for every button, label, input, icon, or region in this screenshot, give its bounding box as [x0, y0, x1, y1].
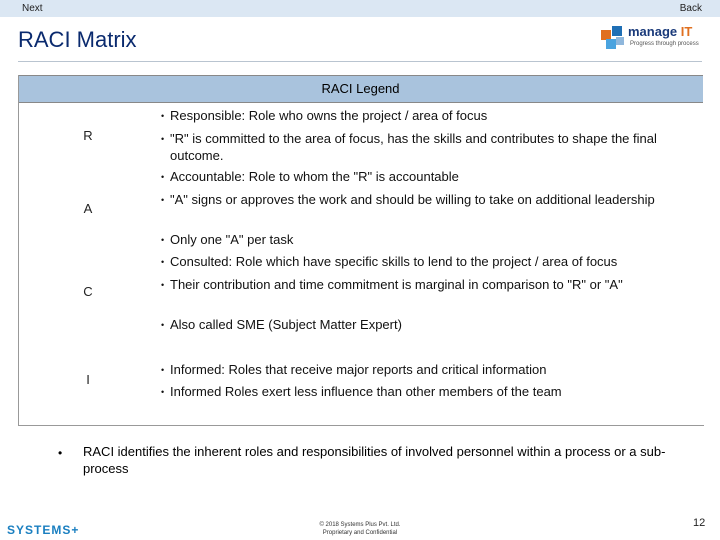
legend-bullet: • Responsible: Role who owns the project / area of focus [161, 108, 488, 123]
role-letter-r: R [83, 128, 93, 143]
table-bottom-border [18, 425, 704, 426]
legend-bullet: • Only one "A" per task [161, 232, 294, 247]
legend-bullet: • "R" is committed to the area of focus, has the skills and contributes to shape the final outcome. [161, 131, 657, 163]
legend-header [18, 75, 703, 103]
legend-bullet: • Accountable: Role to whom the "R" is accountable [161, 169, 459, 184]
logo-wordmark: manage IT [628, 24, 693, 39]
footer-bullet-icon: • [58, 446, 63, 460]
role-letter-i: I [86, 372, 90, 387]
copyright-notice: © 2018 Systems Plus Pvt. Ltd. Proprietary and Confidential [319, 522, 401, 536]
legend-bullet: • "A" signs or approves the work and should be willing to take on additional leadership [161, 192, 655, 207]
legend-bullet: • Informed Roles exert less influence than other members of the team [161, 384, 562, 399]
legend-bullet: • Consulted: Role which have specific skills to lend to the project / area of focus [161, 254, 618, 269]
table-left-border [18, 75, 19, 426]
next-link[interactable]: Next [22, 3, 43, 14]
role-letter-c: C [83, 284, 93, 299]
legend-title: RACI Legend [321, 81, 400, 96]
role-letter-a: A [83, 201, 93, 216]
top-nav-bar [0, 0, 720, 17]
page-title: RACI Matrix [18, 27, 137, 52]
legend-bullet: • Informed: Roles that receive major reports and critical information [161, 362, 547, 377]
page-number: 12 [693, 517, 706, 529]
manage-it-logo [600, 24, 706, 54]
legend-bullet: • Their contribution and time commitment is marginal in comparison to "R" or "A" [161, 277, 623, 292]
logo-tagline: Progress through process [630, 41, 699, 47]
back-link[interactable]: Back [679, 3, 702, 14]
cube-logo-icon [600, 24, 626, 52]
header-divider [18, 61, 702, 62]
summary-text: RACI identifies the inherent roles and responsibilities of involved personnel within a process or a sub-process [83, 444, 666, 476]
legend-bullet: • Also called SME (Subject Matter Expert) [161, 317, 402, 332]
systems-plus-logo: SYSTEMS+ [7, 523, 80, 537]
